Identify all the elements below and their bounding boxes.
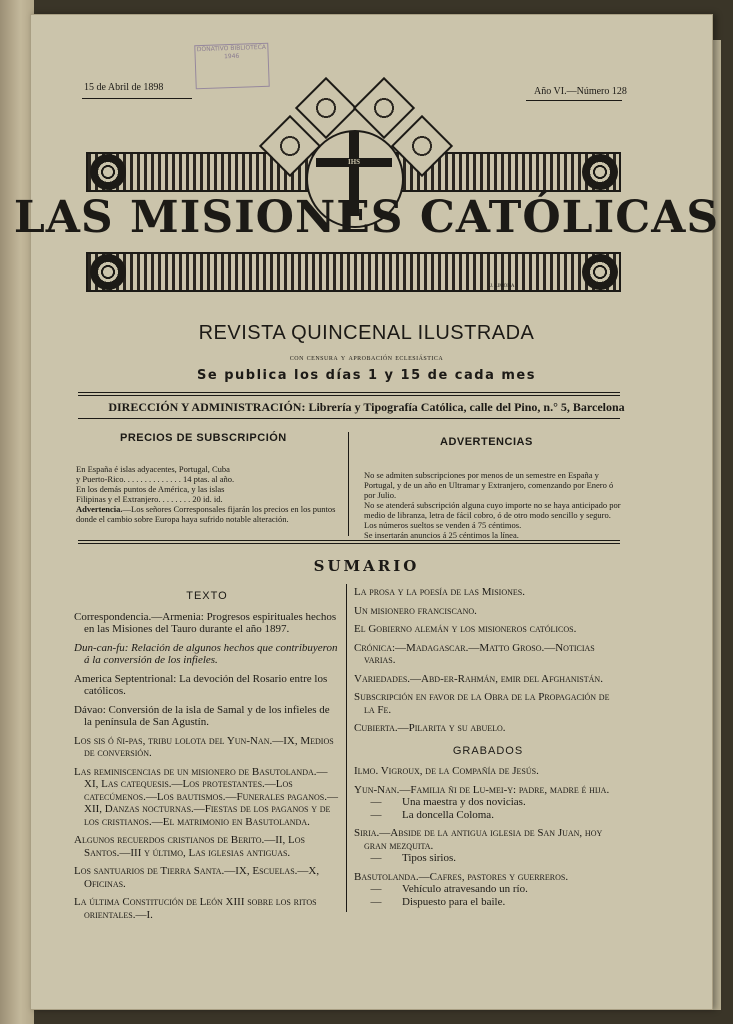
advertencia-label: Advertencia. [76, 504, 123, 514]
right-column [354, 586, 622, 908]
price-line: Filipinas y el Extranjero. . . . . . . . 20 id. id. [76, 494, 223, 504]
texto-column [74, 590, 340, 927]
sumario-entry: Dávao: Conversión de la isla de Samal y de los infieles de la península de San Agustín. [74, 703, 330, 728]
masthead-title: LAS MISIONES CATÓLICAS [13, 192, 720, 243]
rosette-icon [90, 254, 126, 290]
advertencia-paragraph: No se admiten subscripciones por menos de un semestre en España y Portugal, y de un año en Ultramar y Extranjero, comenzando por Enero ó por Julio. [364, 470, 614, 500]
advertencia-paragraph: Se insertarán anuncios á 25 céntimos la línea. [364, 530, 519, 540]
sumario-entry: Correspondencia.—Armenia: Progresos espirituales hechos en las Misiones del Tauro durante el año 1897. [74, 610, 337, 635]
rosette-icon [582, 254, 618, 290]
sumario-entry: Algunos recuerdos cristianos de Berito.—II, Los Santos.—III y último, Las iglesias antiguas. [74, 834, 305, 859]
price-line: y Puerto-Rico. . . . . . . . . . . . . . 14 ptas. al año. [76, 474, 235, 484]
publication-schedule: Se publica los días 1 y 15 de cada mes [197, 368, 536, 383]
grabado-entry: Siria.—Abside de la antigua iglesia de San Juan, hoy gran mezquita. [354, 827, 603, 852]
sumario-entry: America Septentrional: La devoción del Rosario entre los católicos. [74, 672, 328, 697]
sumario-heading: SUMARIO [313, 557, 420, 575]
grabado-subentry: — Vehículo atravesando un río. [370, 883, 528, 895]
grabado-entry: Ilmo. Vigroux, de la Compañía de Jesús. [354, 765, 539, 777]
book-spine [0, 0, 34, 1024]
header-rule-left [82, 98, 192, 99]
sumario-entry: Variedades.—Abd-er-Rahmán, emir del Afghanistán. [354, 672, 603, 685]
rule [78, 392, 620, 393]
monogram: IHS [347, 158, 361, 166]
grabado-subentry: — Una maestra y dos novicias. [370, 796, 526, 808]
rule [78, 543, 620, 544]
grabado-subentry: — Dispuesto para el baile. [370, 895, 506, 908]
library-stamp: DONATIVO BIBLIOTECA 1946 [194, 43, 269, 90]
sumario-entry: Dun-can-fu: Relación de algunos hechos que contribuyeron á la conversión de los infieles. [74, 641, 338, 666]
rule [78, 418, 620, 419]
issue-number: Año VI.—Número 128 [534, 86, 627, 97]
precios-heading: PRECIOS DE SUBSCRIPCIÓN [120, 432, 287, 444]
engraver-signature: J. LIMONA [490, 284, 515, 289]
sumario-entry: La prosa y la poesía de las Misiones. [354, 586, 525, 598]
sumario-entry: El Gobierno alemán y los misioneros católicos. [354, 623, 577, 635]
sumario-entry: Cubierta.—Pilarita y su abuelo. [354, 722, 506, 734]
price-line: En España é islas adyacentes, Portugal, Cuba [76, 464, 230, 474]
header-rule-right [526, 100, 622, 101]
page-edge [713, 40, 721, 1010]
direccion-line: DIRECCIÓN Y ADMINISTRACIÓN: Librería y Tipografía Católica, calle del Pino, n.° 5, Barcelona [108, 400, 625, 414]
column-divider [348, 432, 349, 536]
subtitle: REVISTA QUINCENAL ILUSTRADA [198, 322, 535, 344]
advertencia-text: —Los señores Corresponsales fijarán los precios en los puntos donde el cambio sobre Europa haya sufrido notable alteración. [76, 504, 336, 524]
rosette-icon [90, 154, 126, 190]
column-divider [346, 584, 347, 912]
rule [78, 395, 620, 396]
advertencia-paragraph: No se atenderá subscripción alguna cuyo importe no se haya anticipado por medio de libranza, letra de fácil cobro, ó de otro modo sencillo y seguro. [364, 500, 621, 520]
censura-line: con censura y aprobación eclesiástica [289, 352, 444, 362]
grabado-entry: Basutolanda.—Cafres, pastores y guerreros. [354, 870, 569, 883]
advertencia-paragraph: Los números sueltos se venden á 75 céntimos. [364, 520, 522, 530]
issue-date: 15 de Abril de 1898 [84, 82, 164, 93]
sumario-entry: Los santuarios de Tierra Santa.—IX, Escuelas.—X, Oficinas. [74, 865, 320, 890]
price-line: En los demás puntos de América, y las islas [76, 484, 225, 494]
sumario-entry: Crónica:—Madagascar.—Matto Groso.—Noticias varias. [354, 641, 595, 666]
sumario-entry: Los sis ó ñi-pas, tribu lolota del Yun-Nan.—IX, Medios de conversión. [74, 734, 334, 759]
texto-heading: TEXTO [186, 590, 228, 602]
rule [78, 540, 620, 541]
sumario-entry: Un misionero franciscano. [354, 604, 477, 617]
grabado-subentry: — Tipos sirios. [370, 852, 457, 864]
rosette-icon [582, 154, 618, 190]
sumario-entry: La última Constitución de León XIII sobre los ritos orientales.—I. [74, 896, 317, 921]
sumario-entry: Subscripción en favor de la Obra de la Propagación de la Fe. [354, 691, 610, 716]
advertencias-heading: ADVERTENCIAS [440, 436, 533, 448]
sumario-entry: Las reminiscencias de un misionero de Basutolanda.—XI, Las catequesis.—Los protestantes.—Los catecúmenos.—Los bautismos.—Funerales paganos.—XII, Danzas nocturnas.—Fiestas de los paganos y de los cristianos.—El matrimonio en Basutolanda. [74, 765, 338, 828]
grabados-heading: GRABADOS [452, 744, 524, 757]
advertencias-block [364, 470, 622, 540]
precios-block [76, 464, 344, 524]
grabado-entry: Yun-Nan.—Familia ñi de Lu-mei-y: padre, madre é hija. [354, 783, 610, 796]
masthead-band-bottom [86, 252, 621, 292]
grabado-subentry: — La doncella Coloma. [370, 808, 494, 821]
